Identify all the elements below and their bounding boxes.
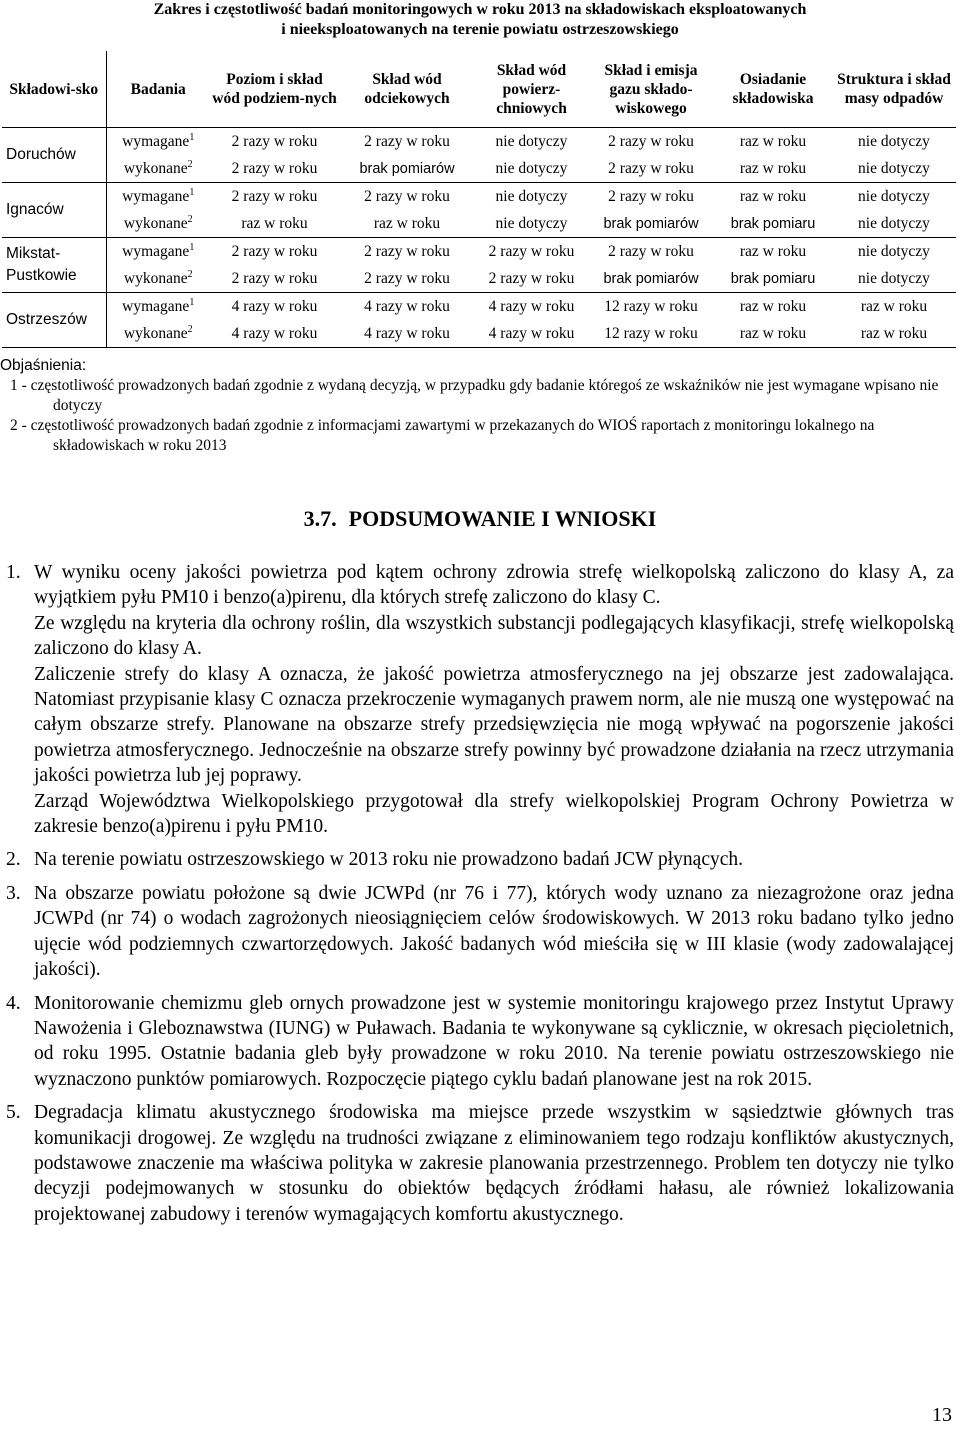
footnote-marker: 1: [189, 296, 195, 308]
badania-cell: [106, 155, 210, 183]
conclusion-item: [2, 1100, 954, 1227]
footnote-marker: 2: [187, 158, 193, 170]
conclusion-paragraph: Degradacja klimatu akustycznego środowiska ma miejsce przede wszystkim w sąsiedztwie głównych tras komunikacji drogowej. Ze względu na trudności związane z eliminowaniem tego rodzaju konfliktów akustycznych, podstawowe znaczenie ma właściwa polityka w zakresie planowania przestrzennego. Problem ten dotyczy nie tylko decyzji podejmowanych w stosunku do obiektów będących źródłami hałasu, ale również lokalizowania projektowanej zabudowy i terenów wymagających komfortu akustycznego.: [34, 1102, 954, 1225]
section-heading: [0, 504, 960, 534]
frequency-cell: nie dotyczy: [495, 187, 568, 205]
footnote-marker: 1: [189, 131, 195, 143]
frequency-cell: nie dotyczy: [832, 210, 956, 238]
conclusion-paragraph: Ze względu na kryteria dla ochrony roślin, dla wszystkich substancji podlegających klasyfikacji, strefę wielkopolską zaliczono do klasy A.: [34, 612, 954, 660]
badania-cell: [106, 210, 210, 238]
header-cell: Składowi-sko: [2, 51, 106, 128]
conclusion-number: 5.: [6, 1102, 21, 1124]
frequency-cell: 2 razy w roku: [231, 132, 318, 150]
frequency-cell: raz w roku: [832, 320, 956, 348]
conclusion-number: 4.: [6, 992, 21, 1014]
section-number: 3.7.: [303, 506, 337, 531]
legend-note: 2 - częstotliwość prowadzonych badań zgodnie z informacjami zawartymi w przekazanych do WIOŚ raportach z monitoringu lokalnego na składowiskach w roku 2013: [10, 417, 875, 454]
frequency-cell: raz w roku: [739, 242, 807, 260]
conclusion-paragraph: Monitorowanie chemizmu gleb ornych prowadzone jest w systemie monitoringu krajowego przez Instytut Uprawy Nawożenia i Gleboznawstwa (IUNG) w Puławach. Badania te wykonywane są cyklicznie, w okresach pięcioletnich, od roku 1995. Ostatnie badania gleb były prowadzone w roku 2010. Na terenie powiatu ostrzeszowskiego nie wyznaczono punktów pomiarowych. Rozpoczęcie piątego cyklu badań planowane jest na rok 2015.: [34, 992, 954, 1090]
conclusion-paragraph: Zarząd Województwa Wielkopolskiego przygotował dla strefy wielkopolskiej Program Ochrony Powietrza w zakresie benzo(a)pirenu i pyłu PM10.: [34, 790, 954, 838]
table-title-line-1: Zakres i częstotliwość badań monitoringowych w roku 2013 na składowiskach eksploatowanych: [153, 1, 807, 18]
badania-type: wykonane: [123, 214, 188, 232]
frequency-cell: raz w roku: [739, 187, 807, 205]
frequency-cell: nie dotyczy: [858, 187, 930, 205]
conclusion-paragraph: W wyniku oceny jakości powietrza pod kątem ochrony zdrowia strefę wielkopolską zaliczono do klasy A, za wyjątkiem pyłu PM10 i benzo(a)pirenu, dla których strefę zaliczono do klasy C.: [34, 562, 954, 609]
table-row: [2, 210, 956, 238]
header-cell: Skład i emisja gazu składo-wiskowego: [588, 51, 714, 128]
footnote-marker: 2: [187, 323, 193, 335]
frequency-cell: 2 razy w roku: [364, 187, 450, 205]
table-row: [2, 320, 956, 348]
frequency-cell: raz w roku: [714, 320, 832, 348]
frequency-cell: 2 razy w roku: [588, 155, 714, 183]
site-name-cell: Ostrzeszów: [2, 293, 106, 348]
legend: [0, 356, 956, 456]
frequency-cell: 2 razy w roku: [231, 187, 318, 205]
badania-type: wymagane: [122, 297, 190, 315]
frequency-cell: 4 razy w roku: [339, 320, 475, 348]
badania-cell: [106, 238, 210, 266]
frequency-cell: 2 razy w roku: [210, 155, 339, 183]
frequency-cell: 2 razy w roku: [339, 265, 475, 293]
conclusion-paragraph: Zaliczenie strefy do klasy A oznacza, że jakość powietrza atmosferycznego na jej obszarze jest zadowalająca. Natomiast przypisanie klasy C oznacza przekroczenie wymaganych prawem norm, ale nie muszą one występować na całym obszarze strefy. Planowane na obszarze strefy przedsięwzięcia nie mogą wpływać na pogorszenie jakości powietrza atmosferycznego. Jednocześnie na obszarze strefy powinny być prowadzone działania na rzecz utrzymania jakości powietrza lub jej poprawy.: [34, 663, 954, 787]
table-header-row: [2, 51, 956, 128]
site-name-cell: Doruchów: [2, 128, 106, 183]
footnote-marker: 1: [189, 186, 195, 198]
conclusion-item: [2, 847, 954, 872]
frequency-cell: brak pomiarów: [339, 155, 475, 183]
frequency-cell: brak pomiaru: [714, 210, 832, 238]
table-title-line-2: i nieeksploatowanych na terenie powiatu ostrzeszowskiego: [281, 21, 679, 38]
table-row: [2, 293, 956, 321]
frequency-cell: 12 razy w roku: [604, 297, 698, 315]
page-number: 13: [932, 1404, 952, 1426]
frequency-cell: 12 razy w roku: [588, 320, 714, 348]
badania-cell: [106, 320, 210, 348]
frequency-cell: 2 razy w roku: [608, 132, 694, 150]
badania-type: wykonane: [123, 324, 188, 342]
table-row: [2, 238, 956, 266]
table-row: [2, 183, 956, 211]
frequency-cell: nie dotyczy: [495, 132, 568, 150]
frequency-cell: 2 razy w roku: [488, 242, 575, 260]
header-cell: Skład wód odciekowych: [339, 51, 475, 128]
frequency-cell: raz w roku: [860, 297, 928, 315]
frequency-cell: 2 razy w roku: [608, 242, 694, 260]
monitoring-table: [2, 51, 956, 348]
frequency-cell: raz w roku: [210, 210, 339, 238]
conclusion-item: [2, 560, 954, 839]
table-body: [2, 128, 956, 348]
section-title: PODSUMOWANIE I WNIOSKI: [348, 506, 657, 531]
badania-type: wykonane: [123, 269, 188, 287]
conclusions-list: [2, 560, 954, 1227]
frequency-cell: brak pomiaru: [714, 265, 832, 293]
badania-type: wymagane: [122, 132, 190, 150]
frequency-cell: nie dotyczy: [832, 265, 956, 293]
conclusion-paragraph: Na terenie powiatu ostrzeszowskiego w 2013 roku nie prowadzono badań JCW płynących.: [34, 849, 744, 871]
frequency-cell: brak pomiarów: [588, 265, 714, 293]
frequency-cell: 4 razy w roku: [475, 320, 588, 348]
frequency-cell: 4 razy w roku: [364, 297, 450, 315]
conclusion-number: 2.: [6, 849, 21, 871]
conclusion-item: [2, 881, 954, 983]
badania-cell: [106, 128, 210, 156]
header-cell: Osiadanie składowiska: [714, 51, 832, 128]
frequency-cell: 2 razy w roku: [475, 265, 588, 293]
footnote-marker: 1: [189, 241, 195, 253]
frequency-cell: brak pomiarów: [588, 210, 714, 238]
frequency-cell: 2 razy w roku: [364, 242, 450, 260]
frequency-cell: 2 razy w roku: [364, 132, 450, 150]
frequency-cell: nie dotyczy: [858, 132, 930, 150]
badania-cell: [106, 183, 210, 211]
badania-type: wymagane: [122, 187, 190, 205]
frequency-cell: 4 razy w roku: [231, 297, 318, 315]
frequency-cell: raz w roku: [714, 155, 832, 183]
conclusion-number: 3.: [6, 882, 21, 904]
table-row: [2, 155, 956, 183]
badania-cell: [106, 265, 210, 293]
table-row: [2, 128, 956, 156]
table-title: [0, 0, 960, 40]
conclusion-item: [2, 991, 954, 1093]
frequency-cell: 4 razy w roku: [488, 297, 575, 315]
header-cell: Poziom i skład wód podziem-nych: [210, 51, 339, 128]
legend-note: 1 - częstotliwość prowadzonych badań zgodnie z wydaną decyzją, w przypadku gdy badanie któregoś ze wskaźników nie jest wymagane wpisano nie dotyczy: [10, 377, 939, 414]
frequency-cell: 4 razy w roku: [210, 320, 339, 348]
frequency-cell: 2 razy w roku: [231, 242, 318, 260]
header-cell: Badania: [106, 51, 210, 128]
conclusion-number: 1.: [6, 562, 21, 583]
badania-cell: [106, 293, 210, 321]
table-row: [2, 265, 956, 293]
frequency-cell: raz w roku: [739, 132, 807, 150]
site-name-cell: Ignaców: [2, 183, 106, 238]
legend-title: Objaśnienia:: [0, 357, 87, 374]
footnote-marker: 2: [187, 268, 193, 280]
footnote-marker: 2: [187, 213, 193, 225]
frequency-cell: nie dotyczy: [475, 210, 588, 238]
frequency-cell: nie dotyczy: [858, 242, 930, 260]
badania-type: wymagane: [122, 242, 190, 260]
badania-type: wykonane: [123, 159, 188, 177]
conclusion-paragraph: Na obszarze powiatu położone są dwie JCWPd (nr 76 i 77), których wody uznano za niezagrożone oraz jedna JCWPd (nr 74) o wodach zagrożonych nieosiągnięciem celów środowiskowych. W 2013 roku badano tylko jedno ujęcie wód podziemnych czwartorzędowych. Jakość badanych wód mieściła się w III klasie (wody zadowalającej jakości).: [34, 882, 954, 981]
frequency-cell: nie dotyczy: [475, 155, 588, 183]
frequency-cell: 2 razy w roku: [608, 187, 694, 205]
frequency-cell: raz w roku: [739, 297, 807, 315]
frequency-cell: nie dotyczy: [832, 155, 956, 183]
frequency-cell: 2 razy w roku: [210, 265, 339, 293]
header-cell: Skład wód powierz-chniowych: [475, 51, 588, 128]
header-cell: Struktura i skład masy odpadów: [832, 51, 956, 128]
site-name-cell: Mikstat-Pustkowie: [2, 238, 106, 293]
frequency-cell: raz w roku: [339, 210, 475, 238]
